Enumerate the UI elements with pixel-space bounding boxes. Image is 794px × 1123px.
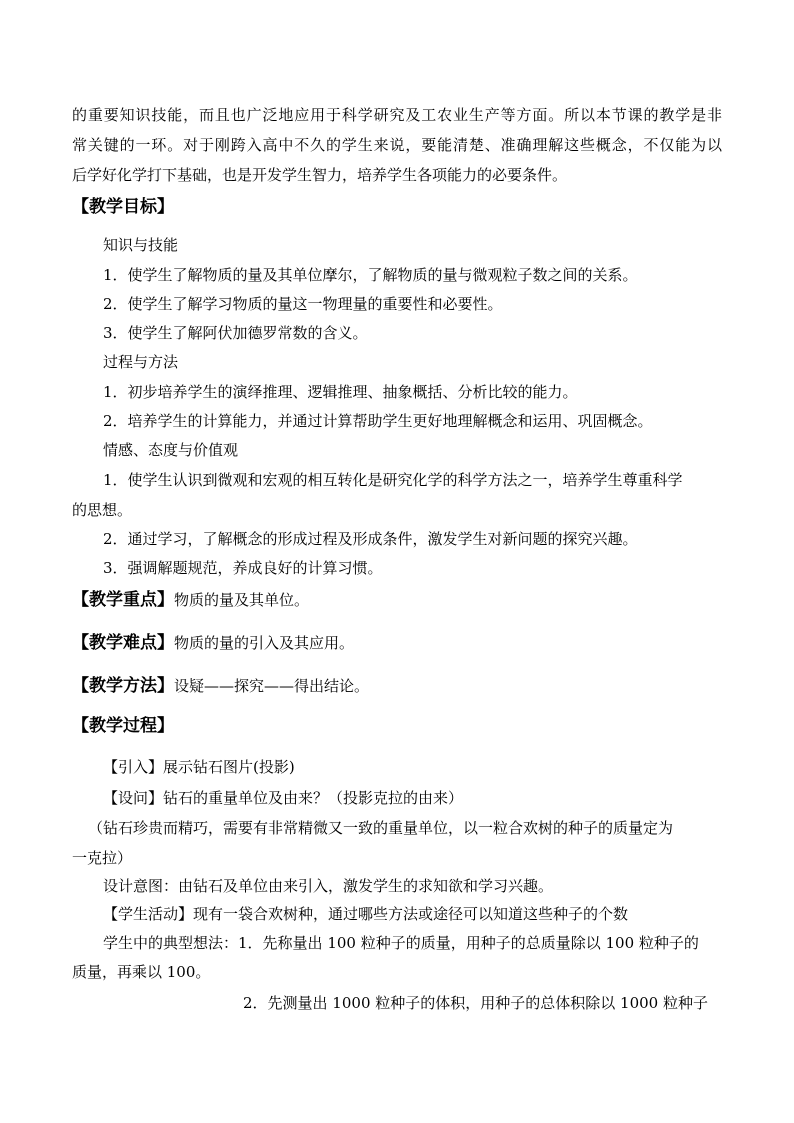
intro-line-2: 常关键的一环。对于刚跨入高中不久的学生来说，要能清楚、准确理解这些概念，不仅能为以 — [72, 136, 722, 154]
knowledge-item-1: 1．使学生了解物质的量及其单位摩尔，了解物质的量与微观粒子数之间的关系。 — [103, 266, 638, 284]
key-point — [72, 590, 722, 610]
attitude-item-1-line-1: 1．使学生认识到微观和宏观的相互转化是研究化学的科学方法之一，培养学生尊重科学 — [103, 471, 683, 489]
knowledge-title: 知识与技能 — [103, 236, 179, 254]
process-design: 设计意图：由钻石及单位由来引入，激发学生的求知欲和学习兴趣。 — [103, 877, 554, 895]
attitude-title: 情感、态度与价值观 — [103, 441, 239, 459]
difficulty — [72, 633, 722, 653]
method-text: 设疑——探究——得出结论。 — [174, 677, 370, 695]
process-heading: 【教学过程】 — [72, 716, 174, 736]
process-activity: 【学生活动】现有一袋合欢树种，通过哪些方法或途径可以知道这些种子的个数 — [103, 905, 629, 923]
process-intro: 【引入】展示钻石图片(投影) — [103, 758, 295, 776]
process-note-line-1: （钻石珍贵而精巧，需要有非常精微又一致的重量单位，以一粒合欢树的种子的质量定为 — [88, 819, 674, 837]
attitude-item-2: 2．通过学习，了解概念的形成过程及形成条件，激发学生对新问题的探究兴趣。 — [103, 530, 638, 548]
intro-line-1: 的重要知识技能，而且也广泛地应用于科学研究及工农业生产等方面。所以本节课的教学是非 — [72, 106, 722, 124]
process-note-line-2: 一克拉） — [72, 849, 133, 867]
knowledge-item-3: 3．使学生了解阿伏加德罗常数的含义。 — [103, 324, 368, 342]
method-label: 【教学方法】 — [72, 676, 174, 696]
process-idea-2: 2．先测量出 1000 粒种子的体积，用种子的总体积除以 1000 粒种子 — [243, 994, 708, 1012]
objectives-heading: 【教学目标】 — [72, 197, 174, 217]
process-idea-1-line-1: 学生中的典型想法：1．先称量出 100 粒种子的质量，用种子的总质量除以 100 粒种子的 — [103, 934, 699, 952]
process-item-2: 2．培养学生的计算能力，并通过计算帮助学生更好地理解概念和运用、巩固概念。 — [103, 412, 653, 430]
knowledge-item-2: 2．使学生了解学习物质的量这一物理量的重要性和必要性。 — [103, 295, 503, 313]
difficulty-label: 【教学难点】 — [72, 633, 174, 653]
attitude-item-1-line-2: 的思想。 — [72, 501, 133, 519]
method — [72, 676, 722, 696]
attitude-item-3: 3．强调解题规范，养成良好的计算习惯。 — [103, 559, 383, 577]
process-idea-1-line-2: 质量，再乘以 100。 — [72, 963, 211, 981]
process-item-1: 1．初步培养学生的演绎推理、逻辑推理、抽象概括、分析比较的能力。 — [103, 383, 578, 401]
key-point-text: 物质的量及其单位。 — [174, 591, 310, 609]
difficulty-text: 物质的量的引入及其应用。 — [174, 634, 355, 652]
process-title: 过程与方法 — [103, 353, 179, 371]
key-point-label: 【教学重点】 — [72, 590, 174, 610]
process-question: 【设问】钻石的重量单位及由来？（投影克拉的由来） — [103, 789, 464, 807]
intro-line-3: 后学好化学打下基础，也是开发学生智力，培养学生各项能力的必要条件。 — [72, 166, 568, 184]
